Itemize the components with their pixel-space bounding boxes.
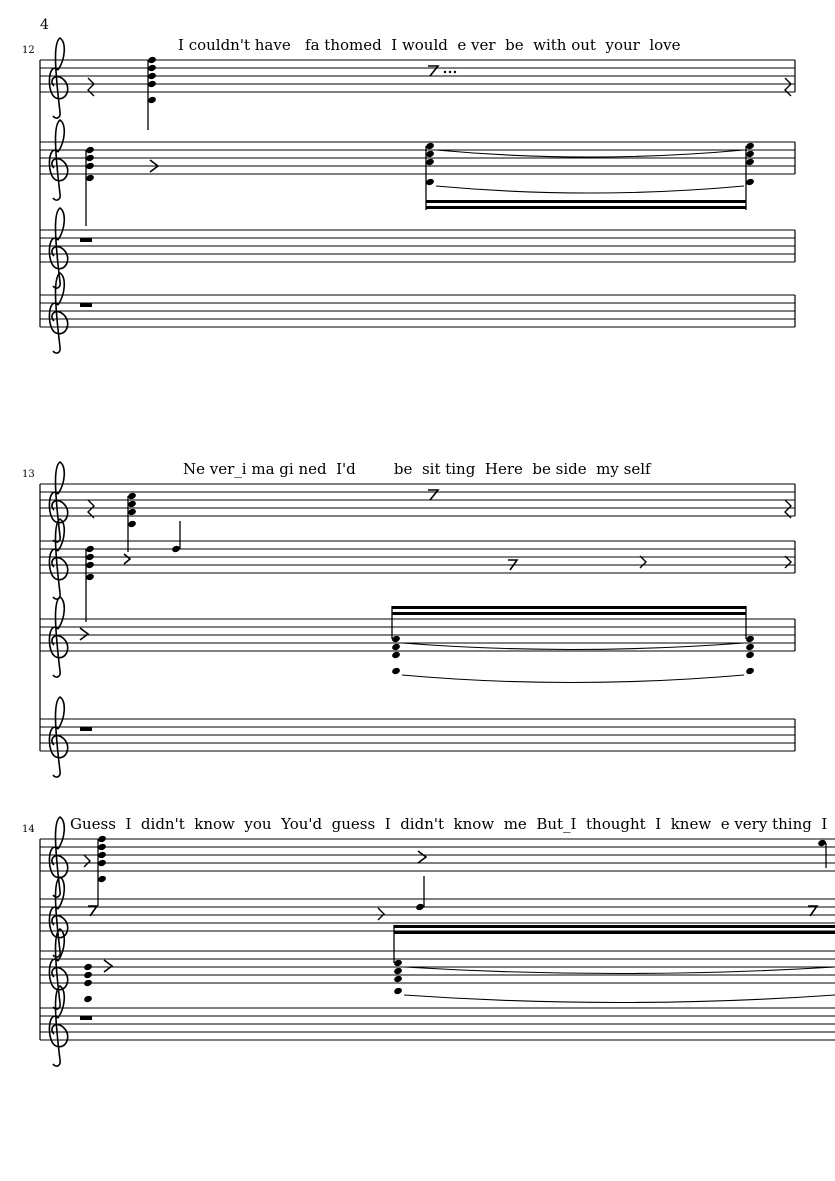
staff bbox=[40, 925, 835, 1009]
page-number: 4 bbox=[40, 17, 49, 33]
staff bbox=[40, 273, 795, 353]
treble-clef-icon bbox=[49, 697, 67, 777]
staff bbox=[40, 697, 795, 777]
staff bbox=[40, 597, 795, 683]
system-2 bbox=[22, 460, 795, 777]
measure-number: 14 bbox=[22, 824, 35, 835]
staff bbox=[40, 876, 835, 957]
staff bbox=[40, 120, 795, 226]
treble-clef-icon bbox=[49, 877, 67, 957]
system-1 bbox=[22, 36, 795, 353]
staff bbox=[40, 986, 835, 1066]
treble-clef-icon bbox=[49, 273, 67, 353]
treble-clef-icon bbox=[49, 208, 67, 288]
measure-number: 13 bbox=[22, 469, 35, 480]
treble-clef-icon bbox=[49, 519, 67, 599]
treble-clef-icon bbox=[49, 597, 67, 677]
treble-clef-icon bbox=[49, 986, 67, 1066]
lyrics-line: I couldn't have fa thomed I would e ver be with out your love bbox=[178, 36, 681, 54]
system-3 bbox=[22, 815, 835, 1066]
lyrics-line: Guess I didn't know you You'd guess I didn't know me But_I thought I knew e very thing I bbox=[70, 815, 828, 833]
lyrics-line: Ne ver_i ma gi ned I'd be sit ting Here be side my self bbox=[183, 460, 651, 478]
treble-clef-icon bbox=[49, 120, 67, 200]
staff bbox=[40, 208, 795, 288]
treble-clef-icon bbox=[49, 38, 67, 118]
treble-clef-icon bbox=[49, 817, 67, 897]
measure-number: 12 bbox=[22, 45, 35, 56]
